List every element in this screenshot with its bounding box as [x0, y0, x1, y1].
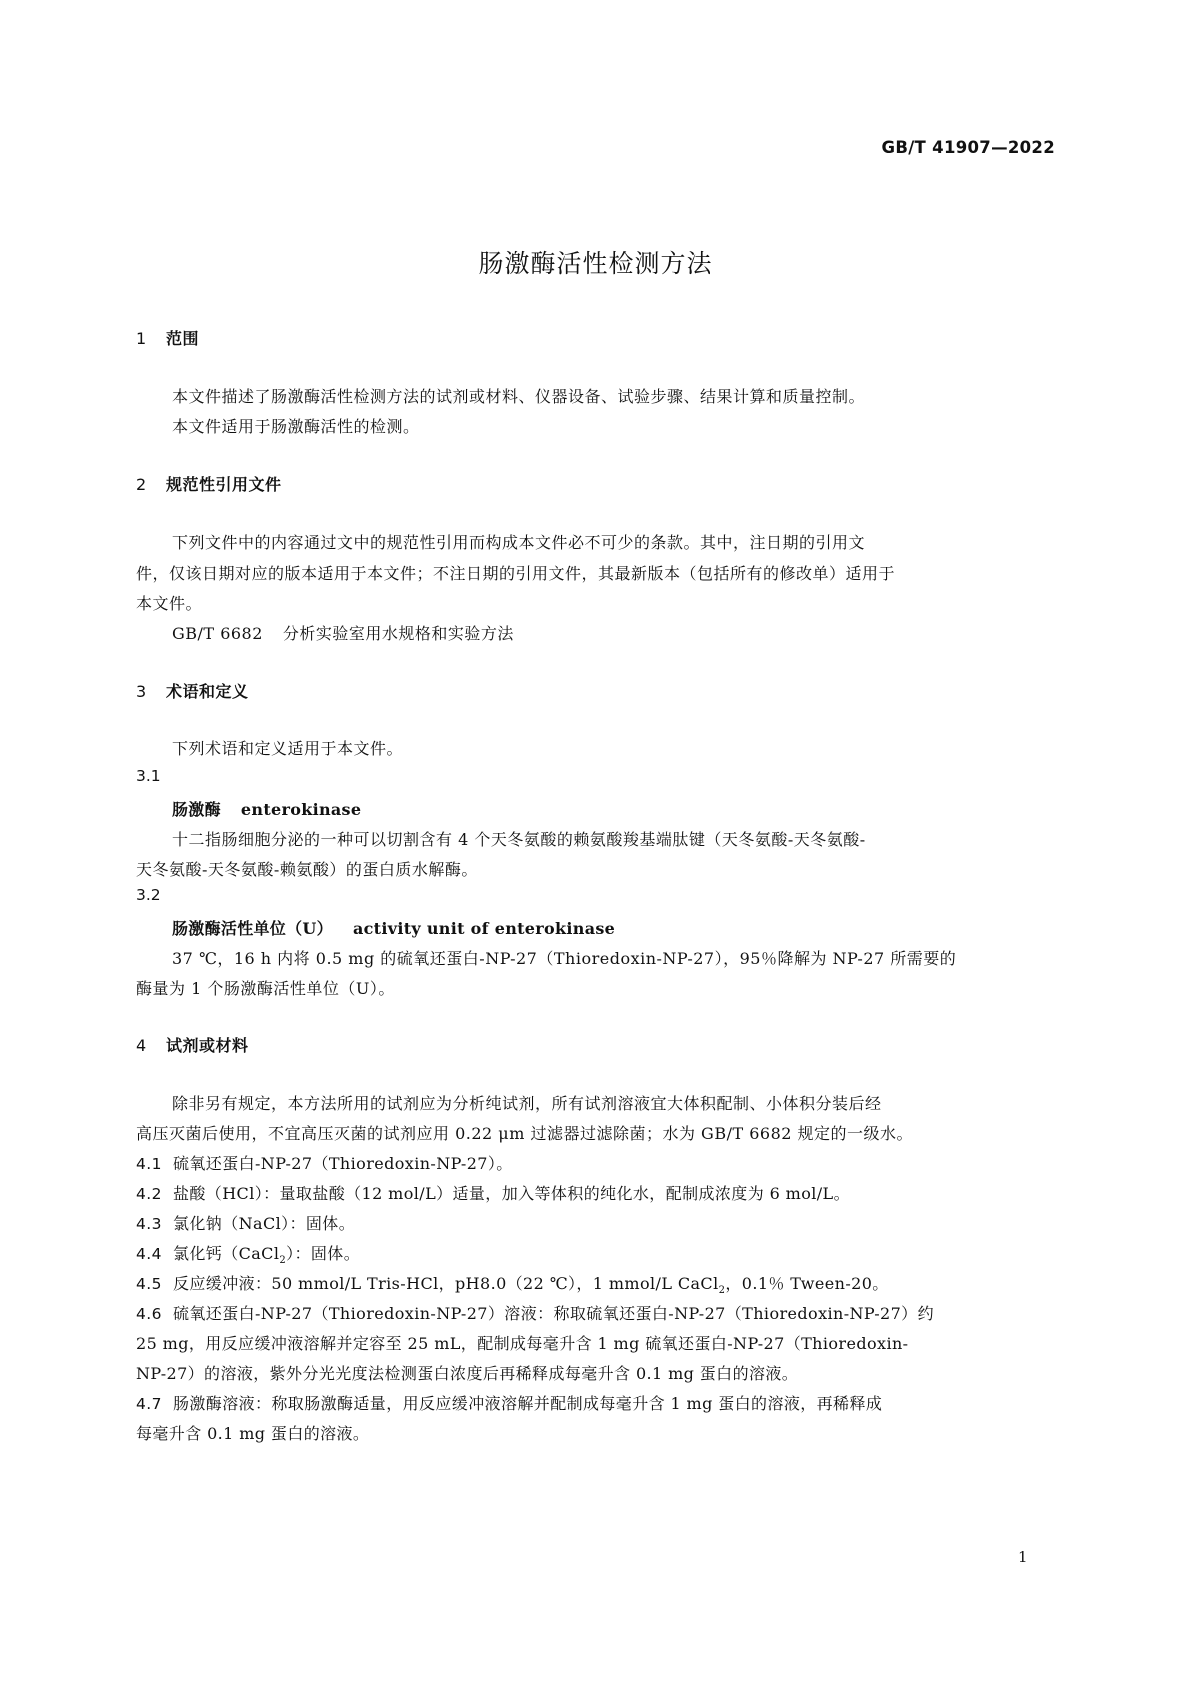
- term-number: 3.2: [136, 886, 161, 904]
- item-text-line: 硫氧还蛋白-NP-27（Thioredoxin-NP-27）溶液：称取硫氧还蛋白-NP-27（Thioredoxin-NP-27）约: [173, 1304, 934, 1323]
- item-text: 氯化钠（NaCl）：固体。: [173, 1214, 356, 1233]
- item-continuation-line: 25 mg，用反应缓冲液溶解并定容至 25 mL，配制成每毫升含 1 mg 硫氧还蛋白-NP-27（Thioredoxin-: [136, 1334, 909, 1353]
- item-continuation-line: NP-27）的溶液，紫外分光光度法检测蛋白浓度后再稀释成每毫升含 0.1 mg 蛋白的溶液。: [136, 1364, 799, 1383]
- paragraph-line: 下列文件中的内容通过文中的规范性引用而构成本文件必不可少的条款。其中，注日期的引用文: [172, 533, 866, 552]
- item-text-post: ）：固体。: [286, 1244, 361, 1263]
- item-number: 4.2: [136, 1185, 162, 1203]
- list-item: [136, 1301, 934, 1324]
- standard-code: GB/T 41907—2022: [881, 138, 1055, 157]
- section-3-heading: [136, 679, 249, 702]
- list-item: [136, 1211, 355, 1234]
- list-item: [136, 1241, 360, 1266]
- item-number: 4.3: [136, 1215, 162, 1233]
- term-cn: 肠激酶: [172, 800, 221, 819]
- page-number: 1: [1018, 1548, 1028, 1566]
- section-title: 试剂或材料: [166, 1036, 249, 1055]
- term-en: enterokinase: [240, 800, 362, 819]
- normative-reference: [172, 621, 514, 644]
- paragraph: 下列术语和定义适用于本文件。: [172, 739, 404, 758]
- list-item: [136, 1151, 513, 1174]
- subscript: 2: [718, 1285, 726, 1297]
- term-number: 3.1: [136, 767, 161, 785]
- term-en: activity unit of enterokinase: [352, 919, 616, 938]
- paragraph: 本文件适用于肠激酶活性的检测。: [172, 417, 420, 436]
- item-text-line: 肠激酶溶液：称取肠激酶适量，用反应缓冲液溶解并配制成每毫升含 1 mg 蛋白的溶液，再稀释成: [173, 1394, 883, 1413]
- term-cn: 肠激酶活性单位（U）: [172, 919, 333, 938]
- definition-line: 酶量为 1 个肠激酶活性单位（U）。: [136, 979, 395, 998]
- paragraph-line: 本文件。: [136, 594, 203, 613]
- item-number: 4.7: [136, 1395, 162, 1413]
- list-item: [136, 1271, 889, 1296]
- item-text: 硫氧还蛋白-NP-27（Thioredoxin-NP-27）。: [173, 1154, 513, 1173]
- item-number: 4.5: [136, 1275, 162, 1293]
- item-text-pre: 氯化钙（CaCl: [173, 1244, 280, 1263]
- section-number: 3: [136, 682, 147, 701]
- definition-line: 十二指肠细胞分泌的一种可以切割含有 4 个天冬氨酸的赖氨酸羧基端肽键（天冬氨酸-天冬氨酸-: [172, 830, 866, 849]
- reference-code: GB/T 6682: [172, 624, 263, 643]
- section-number: 1: [136, 329, 147, 348]
- section-title: 规范性引用文件: [166, 475, 282, 494]
- section-1-heading: [136, 326, 199, 349]
- document-title: 肠激酶活性检测方法: [478, 249, 713, 278]
- term-heading: [172, 797, 361, 820]
- section-title: 范围: [166, 329, 200, 348]
- reference-title: 分析实验室用水规格和实验方法: [282, 624, 514, 643]
- paragraph-line: 件，仅该日期对应的版本适用于本文件；不注日期的引用文件，其最新版本（包括所有的修改单）适用于: [136, 564, 896, 583]
- item-text: 盐酸（HCl）：量取盐酸（12 mol/L）适量，加入等体积的纯化水，配制成浓度为 6 mol/L。: [173, 1184, 850, 1203]
- section-4-heading: [136, 1033, 249, 1056]
- definition-line: 天冬氨酸-天冬氨酸-赖氨酸）的蛋白质水解酶。: [136, 860, 478, 879]
- term-heading: [172, 916, 615, 939]
- list-item: [136, 1391, 882, 1414]
- item-number: 4.4: [136, 1245, 162, 1263]
- item-text-pre: 反应缓冲液：50 mmol/L Tris-HCl，pH8.0（22 ℃），1 mmol/L CaCl: [173, 1274, 719, 1293]
- section-number: 2: [136, 475, 147, 494]
- section-2-heading: [136, 472, 282, 495]
- item-number: 4.6: [136, 1305, 162, 1323]
- paragraph-line: 除非另有规定，本方法所用的试剂应为分析纯试剂，所有试剂溶液宜大体积配制、小体积分装后经: [172, 1094, 882, 1113]
- paragraph: 本文件描述了肠激酶活性检测方法的试剂或材料、仪器设备、试验步骤、结果计算和质量控制。: [172, 387, 866, 406]
- list-item: [136, 1181, 850, 1204]
- item-continuation-line: 每毫升含 0.1 mg 蛋白的溶液。: [136, 1424, 370, 1443]
- item-text-post: ，0.1％ Tween-20。: [725, 1274, 889, 1293]
- section-title: 术语和定义: [166, 682, 249, 701]
- subscript: 2: [279, 1255, 287, 1267]
- item-number: 4.1: [136, 1155, 162, 1173]
- section-number: 4: [136, 1036, 147, 1055]
- definition-line: 37 ℃，16 h 内将 0.5 mg 的硫氧还蛋白-NP-27（Thioredoxin-NP-27），95％降解为 NP-27 所需要的: [172, 949, 957, 968]
- paragraph-line: 高压灭菌后使用，不宜高压灭菌的试剂应用 0.22 μm 过滤器过滤除菌；水为 GB/T 6682 规定的一级水。: [136, 1124, 914, 1143]
